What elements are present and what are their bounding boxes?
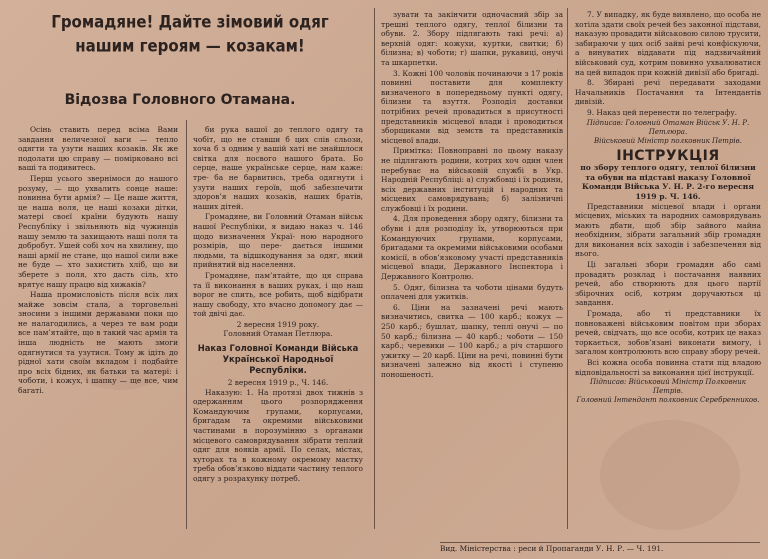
order-paragraph: 5. Одяг, білизна та чоботи цінами будуть оплачені для ужитків.	[381, 282, 563, 302]
order-paragraph: 8. Збирані речі передавати заходами Начальників Постачання та Інтендантів дивізій.	[575, 78, 761, 107]
publisher-footer: Вид. Міністерства : реси й Пропаганди У. Н. Р. — Ч. 191.	[440, 542, 760, 553]
order-paragraph: 6. Ціни на зазначені речі мають визначитись, свитка — 100 карб.; кожух — 250 карб.; бушлат, шапку, теплі онучі — по 50 карб.; білизна — 40 карб.; чоботи — 150 карб.; черевики — 100 карб.; а річ старшого ужитку — 20 карб. Ціни на речі, повинні бути визначені залежно від якості і ступеню поношеності.	[381, 302, 563, 379]
appeal-paragraph: Громадяне, пам’ятайте, що ця справа та її виконання в ваших руках, і що наш ворог не спить, все робить, щоб відібрати нашу свободу, хто вчасно допомогу дає — той двічі дає.	[193, 270, 363, 319]
order-paragraph: Примітка: Повноправні по цьому наказу не підлягають родини, котрих хоч один член перебуває на військовій службі в Укр. Народній Республіці: а) службовці і їх родини, всіх державних інституцій і народних та місцевих самоврядувань; б) залізничні службовці і їх родини.	[381, 146, 563, 213]
paper-stain	[600, 420, 740, 530]
appeal-title: Відозва Головного Отамана.	[64, 92, 296, 108]
order-paragraph: зувати та закінчити одночасний збір за трешні теплого одягу, теплої білизни та обуви. 2. Збору підлягають такі речі: а) верхній одяг: кожухи, куртки, свитки; б) білизна; в) чоботи; г) шапки, рукавиці, онучі та шкарпетки.	[381, 10, 563, 67]
appeal-paragraph: Перш усього звернімося до нашого розуму, — що ухвалить сонце наше: повинна бути армія? — Це наше життя, це наша воля, це наші козаки дітки, матері своєї країни будують нашу Республіку і звільняють від чужинців нашу землю та захищають наші поля та добробут. Ушей собі хоч на хвилину, що наші армії не стане, що нашої сили вже не буде — хто захистить хліб, що ви зберете з поля, хто дасть сіль, хто врятує нашу працю від хижаків?	[18, 173, 178, 289]
appeal-date: 2 вересня 1919 року.	[236, 319, 320, 329]
appeal-paragraph: Наша промисловість після всіх лих майже зовсім стала, а торговельні зносини з іншими державами поки що не налагодились, а через те вам роди все пам’ятайте, що в такий час армія та інша людність не мають змоги одягнутися та узутися. Тому ж ідіть до рідної хати своїм вкладом і подбайте про всіх бідних, як батьки та матері: і чоботи, і кожух, і шапку — ще все, чим багаті.	[18, 290, 178, 396]
headline-line-1: Громадяне! Дайте зімовий одяг	[51, 11, 329, 32]
instruction-title: ІНСТРУКЦІЯ	[616, 147, 720, 164]
order-paragraph: 7. У випадку, як буде виявлено, що особа не хотіла здати своїх речей без законної підстави, наказую провадити військовою силою трусити, забираючи у цих осіб зайві речі конфіскуючи, а винуватих віддавати під надзвичайний військовий суд, котрим повинно ухвалюватися на цей випадок при кожній дивізії або бригаді.	[575, 10, 761, 77]
order-signature: Військовий Міністр полковник Петрів.	[594, 136, 742, 145]
order-paragraph: Наказую: 1. На протязі двох тижнів з одержанням цього розпорядження Командуючим групами, корпусами, бригадам та окремими військовими частинами в порозумінню з органами місцевого самоврядування зібрати теплий одяг для вояків армії. По селах, містах, хуторах та в кожному окремому маєтку треба обов’язково віддати частину теплого одягу з розрахунку потреб.	[193, 387, 363, 483]
order-paragraph: 9. Наказ цей перенести по телеграфу.	[587, 107, 738, 117]
headline-line-2: нашим героям — козакам!	[75, 36, 305, 56]
column-rule	[374, 8, 375, 529]
instruction-paragraph: Всі кожна особа повинна стати під владою відповідальності за виконання цієї інструкції.	[575, 358, 761, 377]
column-3	[381, 10, 563, 381]
appeal-column-2	[193, 125, 363, 485]
instruction-subtitle: по збору теплого одягу, теплої білизни та обуви на підставі наказу Головної Команди Війська У. Н. Р. 2-го вересня 1919 р. Ч. 146.	[580, 163, 756, 201]
appeal-paragraph: Громадяне, ви Головний Отаман військ нашої Республіки, я видаю наказ ч. 146 щодо визначення Украї- ною народного розмірів, що пере- дається іншими людьми, та відшкодування за одяг, який прийнятий від населення.	[193, 212, 363, 270]
instruction-paragraph: Ці загальні збори громадян або самі провадять розклад і постачання наявних речей, або створюють для цього партії збірочних осіб, котрим доручаються ці завдання.	[575, 260, 761, 308]
order-paragraph: 3. Кожні 100 чоловік починаючи з 17 років повинні поставити для комплекту визначеного в попередньому пункті одягу, білизни та взуття. Розподіл доставки потрібних речей провадиться в присутності представників місцевої влади і проводиться зборщиками від земств та представників місцевої влади.	[381, 68, 564, 145]
headline	[20, 10, 360, 58]
appeal-paragraph: би рука вашої до теплого одягу та чобіт, що не ставши б цих слів сльози, хоча б з одним у вашій хаті не знайшлося світка для посвого нашого брата. Бо серце, наше українське серце, нам каже: тре- ба не барвитись, треба одягнути і узути наших героїв, щоб забезпечити здоров’я наших козаків, наших братів, наших дітей.	[193, 125, 363, 211]
appeal-signature: Головний Отаман Петлюра.	[223, 329, 333, 339]
order-signature: Підписав: Головний Отаман Військ У. Н. Р. Петлюра.	[586, 118, 750, 136]
instruction-paragraph: Представники місцевої влади і органи місцевих, міських та народних самоврядувань мають дбати, щоб збір зайвого майна необхідним, зібрати загальний збір громадян для виконання всіх заходів і забезпечення від нього.	[575, 201, 761, 259]
order-title: Наказ Головної Команди Війська Української Народньої Республіки.	[197, 343, 359, 376]
order-meta: 2 вересня 1919 р., Ч. 146.	[227, 378, 329, 388]
appeal-column-1	[18, 125, 178, 397]
column-4	[575, 10, 761, 405]
instruction-signature: Головний Інтендант полковник Серебренников.	[576, 396, 760, 405]
instruction-paragraph: Громада, або ті представники їх повноважені військовим повітом при зборах речей, свідчать, що все особи, котрих це наказ торкається, зобов’язані виконати вимогу, і загалом контролюють всю справу збору речей.	[575, 309, 761, 357]
order-paragraph: 4. Для проведення збору одягу, білизни та обуви і для розподілу їх, утворюються при Командуючих групами, корпусами, бригадами та окремими військовими особами комісії, в обов’язковому участі представників місцевої влади, Державного Інспектора і Державного Контролю.	[381, 214, 563, 282]
column-rule	[186, 120, 187, 529]
instruction-signature: Підписав: Військовий Міністр Полковник Петрів.	[590, 378, 746, 396]
column-rule	[567, 8, 568, 529]
appeal-paragraph: Осінь ставить перед всіма Вами завдання величезної ваги — тепло одягти та узути наших козаків. Як же подолати цю справу — помірковано всі ваші та подивитесь.	[18, 125, 178, 173]
